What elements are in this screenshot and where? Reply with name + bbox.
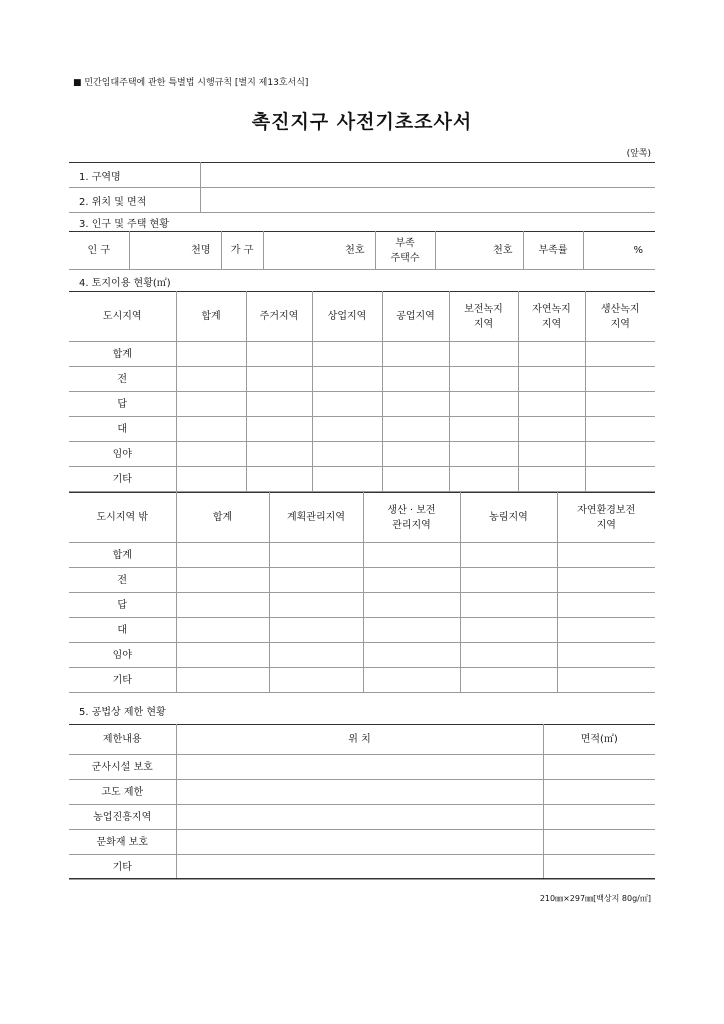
cell[interactable] — [382, 442, 449, 467]
cell[interactable] — [363, 568, 460, 593]
cell[interactable] — [460, 618, 557, 643]
cell[interactable] — [518, 367, 585, 392]
cell[interactable] — [246, 467, 312, 492]
cell[interactable] — [585, 417, 655, 442]
nonurban-header-total: 합계 — [176, 493, 269, 543]
cell[interactable] — [176, 593, 269, 618]
cell[interactable] — [269, 568, 363, 593]
nonurban-header-natural-env: 자연환경보전 지역 — [557, 493, 655, 543]
cell[interactable] — [176, 367, 246, 392]
form-page — [69, 0, 655, 1024]
restriction-header-area: 면적(㎡) — [543, 725, 655, 755]
cell[interactable] — [246, 367, 312, 392]
urban-row-label: 합계 — [69, 342, 176, 367]
cell[interactable] — [449, 392, 518, 417]
urban-header-production-green: 생산녹지 지역 — [585, 292, 655, 342]
cell[interactable] — [557, 568, 655, 593]
urban-row-label: 대 — [69, 417, 176, 442]
non-urban-land-use-table — [69, 492, 655, 693]
cell[interactable] — [585, 342, 655, 367]
cell[interactable] — [176, 618, 269, 643]
bottom-border — [69, 878, 655, 879]
cell[interactable] — [382, 342, 449, 367]
cell[interactable] — [449, 367, 518, 392]
top-border — [69, 162, 655, 163]
restriction-header-location: 위 치 — [176, 725, 543, 755]
household-unit: 천호 — [263, 232, 375, 270]
restriction-row-label: 군사시설 보호 — [69, 755, 176, 780]
cell[interactable] — [312, 467, 382, 492]
urban-land-use-table — [69, 291, 655, 492]
cell[interactable] — [382, 367, 449, 392]
cell[interactable] — [363, 668, 460, 693]
form-reference-note: ■ 민간임대주택에 관한 특별법 시행규칙 [별지 제13호서식] — [73, 78, 309, 88]
cell[interactable] — [269, 643, 363, 668]
cell[interactable] — [176, 568, 269, 593]
cell[interactable] — [557, 593, 655, 618]
cell[interactable] — [518, 467, 585, 492]
urban-row-label: 답 — [69, 392, 176, 417]
cell[interactable] — [518, 342, 585, 367]
page-side-note: (앞쪽) — [626, 149, 651, 159]
nonurban-row-label: 임야 — [69, 643, 176, 668]
nonurban-row-label: 기타 — [69, 668, 176, 693]
cell[interactable] — [382, 392, 449, 417]
urban-header-area: 도시지역 — [69, 292, 176, 342]
cell[interactable] — [176, 755, 543, 780]
cell[interactable] — [460, 668, 557, 693]
population-label: 인 구 — [69, 232, 129, 270]
cell[interactable] — [176, 467, 246, 492]
cell[interactable] — [363, 618, 460, 643]
cell[interactable] — [176, 805, 543, 830]
cell[interactable] — [543, 855, 655, 880]
nonurban-row-label: 합계 — [69, 543, 176, 568]
section-3-label: 3. 인구 및 주택 현황 — [79, 219, 169, 230]
cell[interactable] — [460, 568, 557, 593]
cell[interactable] — [269, 543, 363, 568]
cell[interactable] — [543, 755, 655, 780]
cell[interactable] — [246, 342, 312, 367]
cell[interactable] — [585, 442, 655, 467]
cell[interactable] — [460, 593, 557, 618]
cell[interactable] — [460, 543, 557, 568]
section-2-label: 2. 위치 및 면적 — [79, 197, 147, 208]
cell[interactable] — [585, 467, 655, 492]
cell[interactable] — [312, 442, 382, 467]
cell[interactable] — [382, 417, 449, 442]
cell[interactable] — [557, 643, 655, 668]
cell[interactable] — [363, 543, 460, 568]
cell[interactable] — [449, 442, 518, 467]
cell[interactable] — [543, 830, 655, 855]
cell[interactable] — [363, 593, 460, 618]
cell[interactable] — [460, 643, 557, 668]
population-unit: 천명 — [129, 232, 221, 270]
cell[interactable] — [269, 668, 363, 693]
nonurban-row-label: 답 — [69, 593, 176, 618]
paper-spec-note: 210㎜×297㎜[백상지 80g/㎡] — [539, 894, 651, 903]
cell[interactable] — [557, 543, 655, 568]
cell[interactable] — [176, 543, 269, 568]
urban-header-natural-green: 자연녹지 지역 — [518, 292, 585, 342]
restriction-row-label: 고도 제한 — [69, 780, 176, 805]
restriction-row-label: 문화재 보호 — [69, 830, 176, 855]
cell[interactable] — [312, 342, 382, 367]
housing-shortage-label: 부족 주택수 — [375, 232, 435, 270]
cell[interactable] — [269, 593, 363, 618]
cell[interactable] — [449, 417, 518, 442]
cell[interactable] — [312, 417, 382, 442]
urban-header-conservation-green: 보전녹지 지역 — [449, 292, 518, 342]
cell[interactable] — [312, 367, 382, 392]
cell[interactable] — [246, 417, 312, 442]
cell[interactable] — [518, 392, 585, 417]
cell[interactable] — [246, 392, 312, 417]
cell[interactable] — [518, 417, 585, 442]
cell[interactable] — [176, 417, 246, 442]
cell[interactable] — [269, 618, 363, 643]
cell[interactable] — [363, 643, 460, 668]
household-label: 가 구 — [221, 232, 263, 270]
cell[interactable] — [449, 342, 518, 367]
population-table — [69, 231, 655, 270]
cell[interactable] — [585, 392, 655, 417]
nonurban-header-agri-forest: 농림지역 — [460, 493, 557, 543]
cell[interactable] — [557, 668, 655, 693]
nonurban-header-production-conservation: 생산 · 보전 관리지역 — [363, 493, 460, 543]
section-5-label: 5. 공법상 제한 현황 — [79, 707, 166, 718]
nonurban-row-label: 대 — [69, 618, 176, 643]
cell[interactable] — [176, 780, 543, 805]
cell[interactable] — [176, 855, 543, 880]
urban-row-label: 전 — [69, 367, 176, 392]
cell[interactable] — [382, 467, 449, 492]
cell[interactable] — [518, 442, 585, 467]
cell[interactable] — [176, 668, 269, 693]
restriction-row-label: 기타 — [69, 855, 176, 880]
housing-shortage-unit: 천호 — [435, 232, 523, 270]
cell[interactable] — [557, 618, 655, 643]
urban-header-total: 합계 — [176, 292, 246, 342]
cell[interactable] — [176, 392, 246, 417]
section-4-label: 4. 토지이용 현황(㎡) — [79, 278, 171, 289]
cell[interactable] — [176, 830, 543, 855]
legal-restrictions-table — [69, 724, 655, 880]
cell[interactable] — [585, 367, 655, 392]
nonurban-row-label: 전 — [69, 568, 176, 593]
urban-row-label: 기타 — [69, 467, 176, 492]
urban-header-industrial: 공업지역 — [382, 292, 449, 342]
restriction-row-label: 농업진흥지역 — [69, 805, 176, 830]
nonurban-header-area: 도시지역 밖 — [69, 493, 176, 543]
shortage-rate-unit: % — [583, 232, 655, 270]
cell[interactable] — [312, 392, 382, 417]
cell[interactable] — [176, 442, 246, 467]
restriction-header-content: 제한내용 — [69, 725, 176, 755]
urban-row-label: 임야 — [69, 442, 176, 467]
cell[interactable] — [449, 467, 518, 492]
shortage-rate-label: 부족률 — [523, 232, 583, 270]
divider — [69, 212, 655, 213]
cell[interactable] — [246, 442, 312, 467]
urban-header-commercial: 상업지역 — [312, 292, 382, 342]
document-title: 촉진지구 사전기초조사서 — [251, 111, 473, 133]
cell[interactable] — [543, 780, 655, 805]
cell[interactable] — [543, 805, 655, 830]
cell[interactable] — [176, 342, 246, 367]
cell[interactable] — [176, 643, 269, 668]
urban-header-residential: 주거지역 — [246, 292, 312, 342]
section-1-label: 1. 구역명 — [79, 172, 121, 183]
nonurban-header-planned: 계획관리지역 — [269, 493, 363, 543]
divider — [69, 187, 655, 188]
